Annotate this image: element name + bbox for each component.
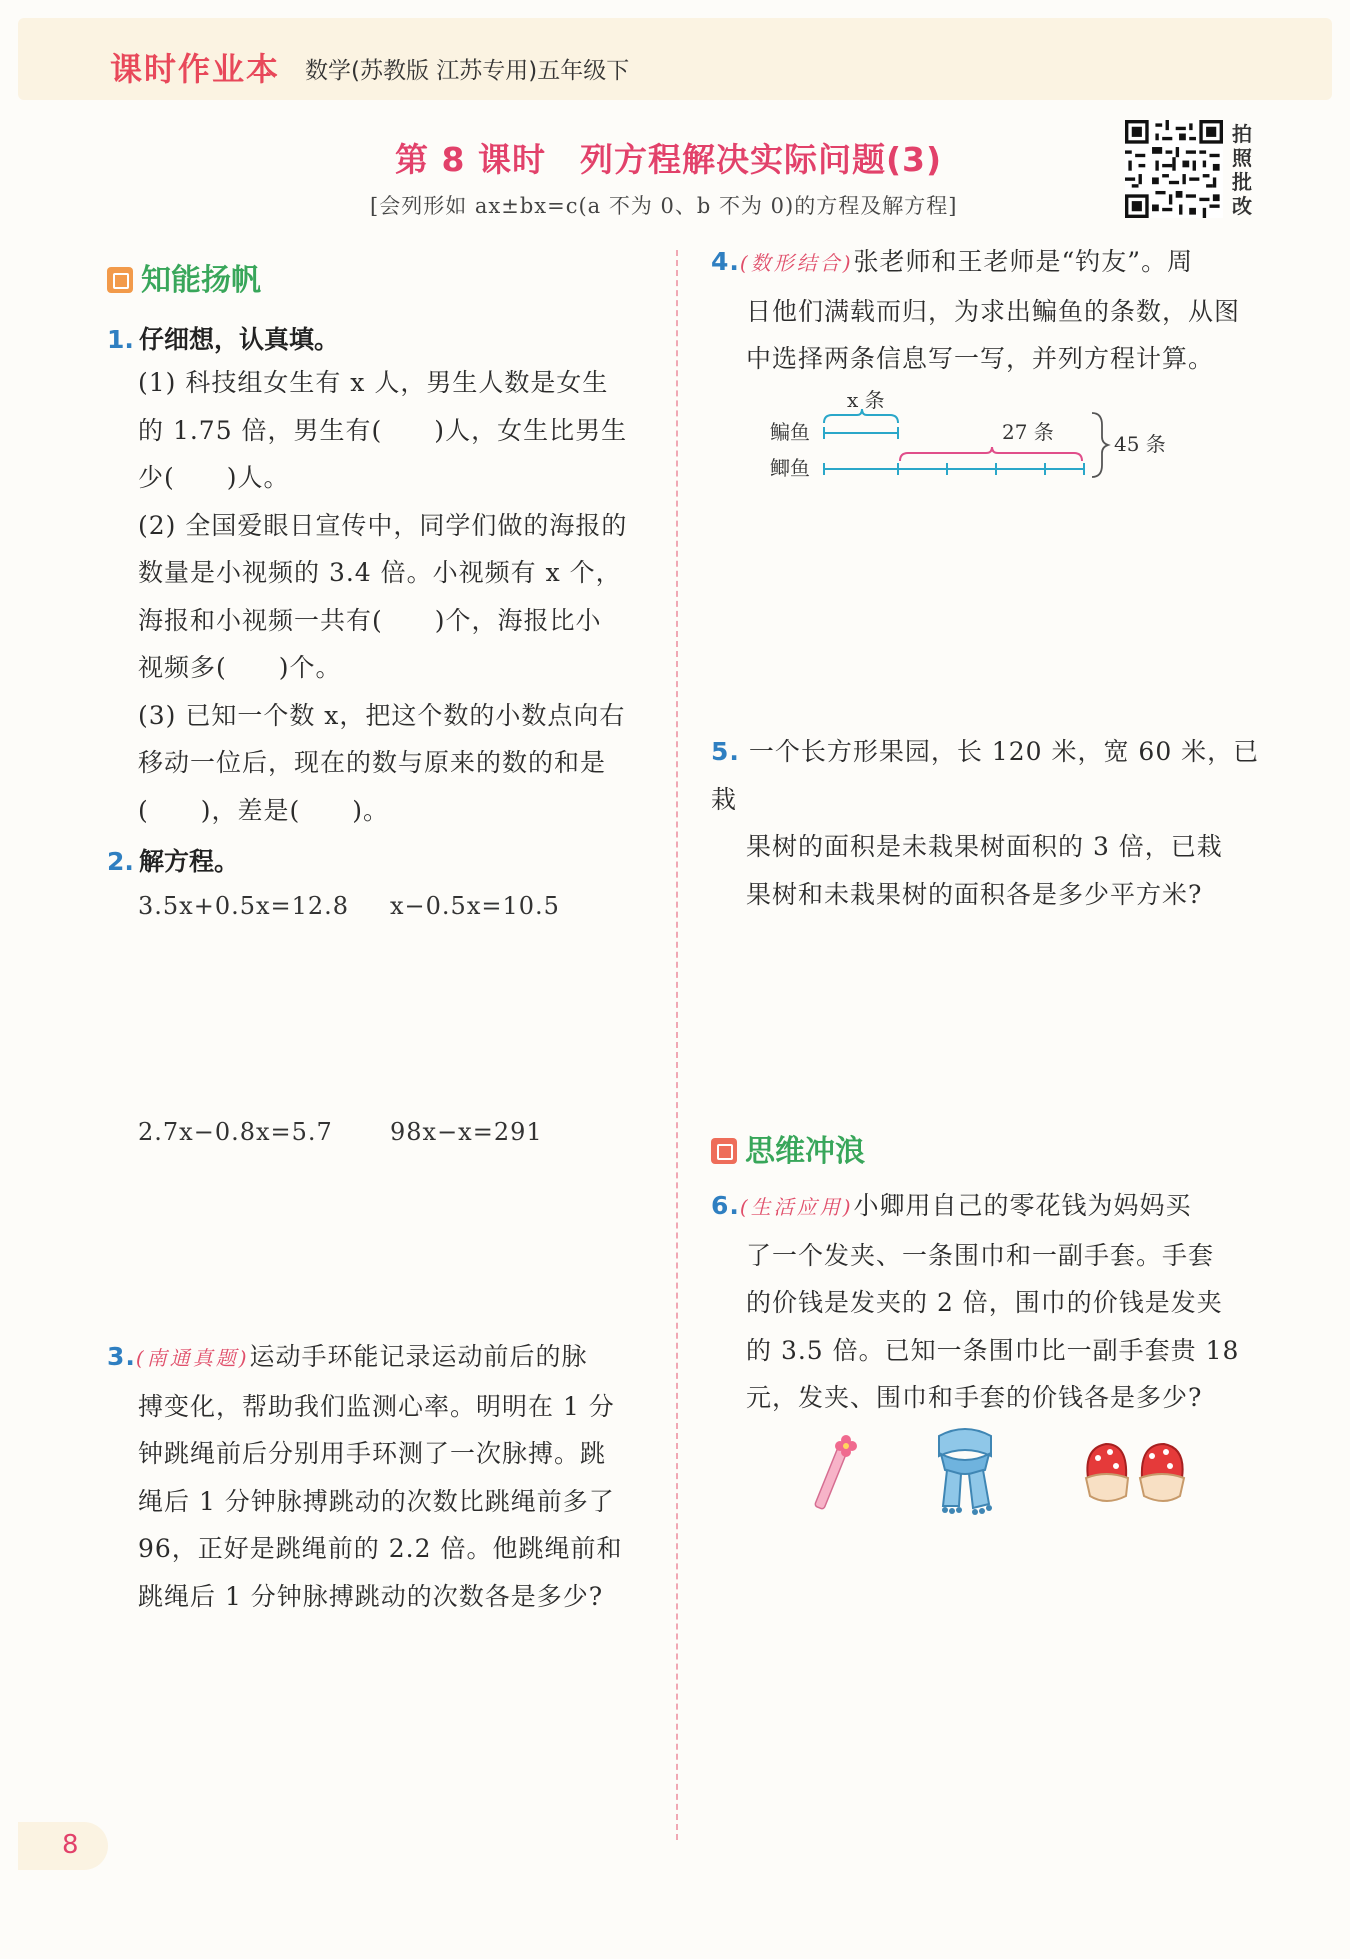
qr-caption: 拍照批改 <box>1232 122 1252 218</box>
q1-p3-line: (3) 已知一个数 x，把这个数的小数点向右 <box>138 700 626 730</box>
q1-p2-line: 视频多( )个。 <box>138 653 342 682</box>
equation: 3.5x+0.5x=12.8 <box>138 892 350 920</box>
lesson-requirement: [会列形如 ax±bx=c(a 不为 0、b 不为 0)的方程及解方程] <box>370 194 958 218</box>
q5-line: 果树的面积是未栽果树面积的 3 倍，已栽 <box>746 832 1223 861</box>
equation: 2.7x−0.8x=5.7 <box>138 1118 333 1146</box>
section-heading-2 <box>711 1126 865 1170</box>
label-27: 27 条 <box>1002 420 1054 444</box>
q1-p1-line: (1) 科技组女生有 x 人，男生人数是女生 <box>138 368 609 397</box>
scarf-icon <box>925 1426 1005 1520</box>
question-5 <box>711 728 1271 918</box>
section-title-2: 思维冲浪 <box>745 1134 865 1169</box>
question-1-header <box>107 320 339 356</box>
question-tag: (南通真题) <box>135 1346 250 1370</box>
q3-line: 跳绳后 1 分钟脉搏跳动的次数各是多少? <box>138 1581 604 1611</box>
brace-total <box>1092 413 1108 477</box>
q3-line: 运动手环能记录运动前后的脉 <box>249 1342 588 1371</box>
label-45: 45 条 <box>1114 432 1166 456</box>
q4-line: 中选择两条信息写一写，并列方程计算。 <box>746 344 1215 373</box>
section-title-1: 知能扬帆 <box>141 263 261 298</box>
question-2-header <box>107 842 239 878</box>
sail-icon <box>107 267 133 293</box>
q6-line: 的价钱是发夹的 2 倍，围巾的价钱是发夹 <box>746 1288 1223 1317</box>
line-segment-diagram <box>762 385 1242 485</box>
q4-line: 张老师和王老师是“钓友”。周 <box>853 247 1194 276</box>
q6-line: 元，发夹、围巾和手套的价钱各是多少? <box>746 1383 1203 1412</box>
q5-line: 果树和未栽果树的面积各是多少平方米? <box>746 879 1203 909</box>
column-divider <box>676 250 678 1840</box>
lesson-heading <box>395 134 942 181</box>
q6-line: 的 3.5 倍。已知一条围巾比一副手套贵 18 <box>746 1335 1240 1365</box>
q3-line: 钟跳绳前后分别用手环测了一次脉搏。跳 <box>138 1439 607 1468</box>
question-number: 3. <box>107 1342 136 1371</box>
q1-p2-line: 海报和小视频一共有( )个，海报比小 <box>138 605 602 635</box>
gloves-icon <box>1080 1434 1190 1514</box>
lesson-label: 第 8 课时 <box>395 140 546 179</box>
section-heading-1 <box>107 255 261 299</box>
wave-icon <box>711 1138 737 1164</box>
book-subtitle: 数学(苏教版 江苏专用)五年级下 <box>305 58 630 84</box>
q1-p3-line: ( )，差是( )。 <box>138 795 390 825</box>
brace-x <box>824 409 898 423</box>
q5-line: 一个长方形果园，长 120 米，宽 60 米，已栽 <box>711 737 1260 814</box>
question-3 <box>107 1333 667 1620</box>
page-number: 8 <box>62 1830 79 1860</box>
qr-code-icon[interactable] <box>1125 120 1223 218</box>
question-number: 6. <box>711 1191 740 1220</box>
equation: x−0.5x=10.5 <box>390 892 560 920</box>
question-title: 解方程。 <box>139 847 240 876</box>
question-tag: (生活应用) <box>739 1195 854 1219</box>
q1-p1-line: 少( )人。 <box>138 463 290 492</box>
brand-title: 课时作业本 <box>110 50 281 88</box>
q4-line: 日他们满载而归，为求出鳊鱼的条数，从图 <box>746 296 1241 326</box>
question-tag: (数形结合) <box>739 251 854 275</box>
hairpin-icon <box>808 1432 866 1512</box>
label-row-2: 鲫鱼 <box>770 456 810 480</box>
q1-p2-line: 数量是小视频的 3.4 倍。小视频有 x 个， <box>138 558 622 587</box>
question-number: 4. <box>711 247 740 276</box>
question-4 <box>711 238 1271 383</box>
label-row-1: 鳊鱼 <box>770 420 810 444</box>
question-6 <box>711 1182 1271 1422</box>
q1-p1-line: 的 1.75 倍，男生有( )人，女生比男生 <box>138 415 628 445</box>
question-1-body <box>138 359 658 834</box>
equation: 98x−x=291 <box>390 1118 543 1146</box>
q3-line: 96，正好是跳绳前的 2.2 倍。他跳绳前和 <box>138 1534 623 1563</box>
question-number: 1. <box>107 325 134 354</box>
question-number: 2. <box>107 847 134 876</box>
question-title: 仔细想，认真填。 <box>139 325 340 354</box>
q6-line: 了一个发夹、一条围巾和一副手套。手套 <box>746 1240 1215 1270</box>
q1-p2-line: (2) 全国爱眼日宣传中，同学们做的海报的 <box>138 510 628 540</box>
question-number: 5. <box>711 737 740 766</box>
brace-27 <box>900 447 1082 461</box>
q1-p3-line: 移动一位后，现在的数与原来的数的和是 <box>138 748 607 777</box>
q3-line: 搏变化，帮助我们监测心率。明明在 1 分 <box>138 1391 615 1421</box>
q3-line: 绳后 1 分钟脉搏跳动的次数比跳绳前多了 <box>138 1486 615 1516</box>
q6-line: 小卿用自己的零花钱为妈妈买 <box>853 1191 1192 1220</box>
lesson-title: 列方程解决实际问题(3) <box>579 140 943 179</box>
label-x-fish: x 条 <box>847 388 885 412</box>
page-number-tab <box>18 1822 108 1870</box>
